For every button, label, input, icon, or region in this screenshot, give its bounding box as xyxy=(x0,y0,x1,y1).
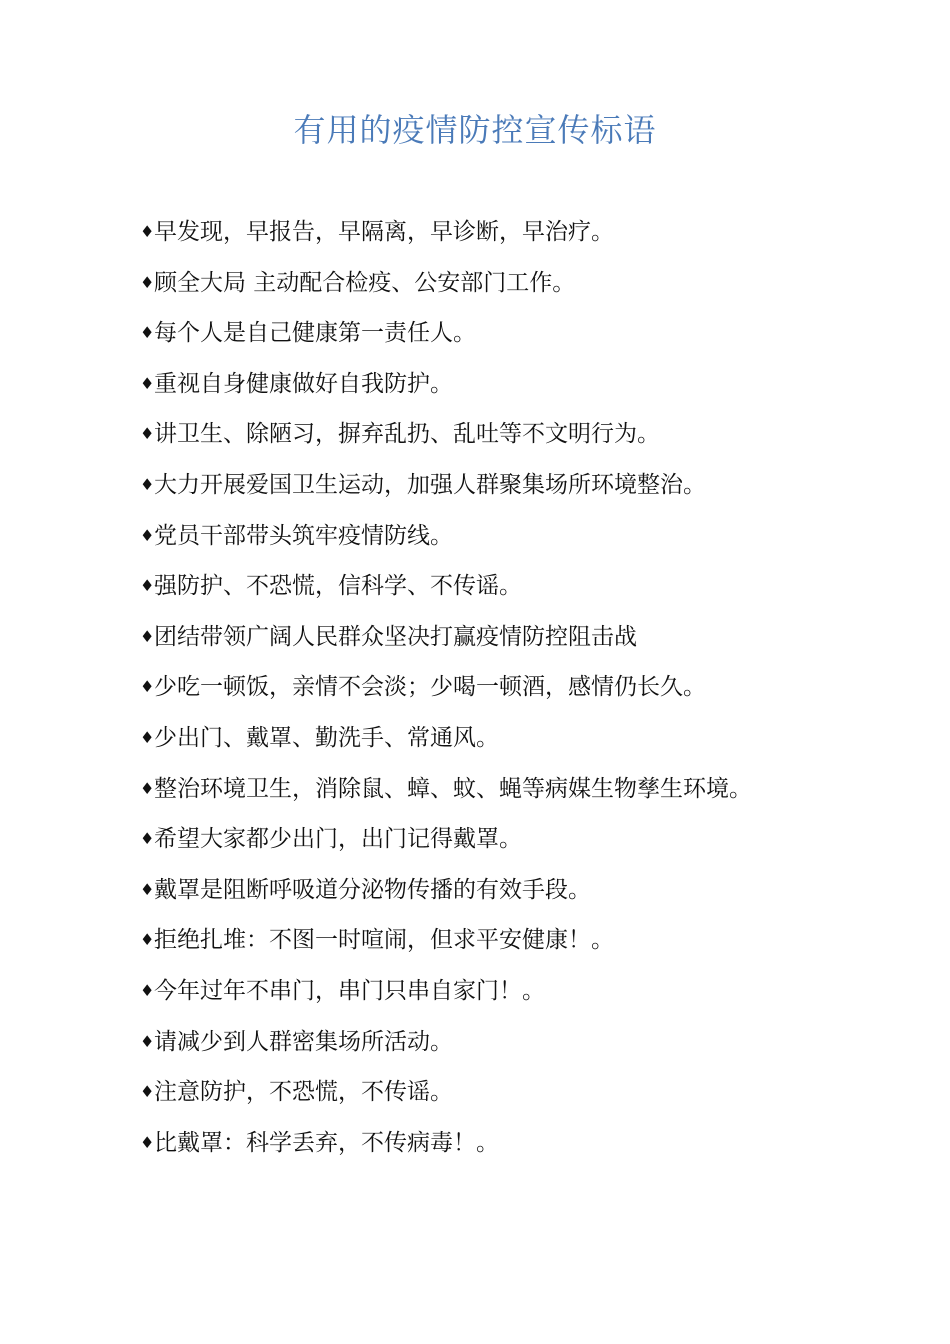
diamond-bullet-icon: ♦ xyxy=(140,373,155,393)
slogan-text: 整治环境卫生，消除鼠、蟑、蚊、蝇等病媒生物孳生环境。 xyxy=(154,775,752,802)
slogan-item xyxy=(140,865,930,916)
slogan-item xyxy=(140,915,930,966)
slogan-item xyxy=(140,511,930,562)
diamond-bullet-icon: ♦ xyxy=(140,829,155,849)
slogan-text: 每个人是自己健康第一责任人。 xyxy=(154,320,476,347)
page-title: 有用的疫情防控宣传标语 xyxy=(293,111,657,149)
slogan-item xyxy=(140,764,930,815)
slogan-item xyxy=(140,460,930,511)
slogan-item xyxy=(140,561,930,612)
diamond-bullet-icon: ♦ xyxy=(140,879,155,899)
slogan-text: 强防护、不恐慌，信科学、不传谣。 xyxy=(154,573,522,600)
slogan-item xyxy=(140,612,930,663)
slogan-text: 少出门、戴罩、勤洗手、常通风。 xyxy=(154,724,499,751)
slogan-item xyxy=(140,359,930,410)
slogan-text: 大力开展爱国卫生运动，加强人群聚集场所环境整治。 xyxy=(154,471,706,498)
slogan-item xyxy=(140,1017,930,1068)
slogan-text: 拒绝扎堆：不图一时喧闹，但求平安健康！。 xyxy=(154,927,614,954)
slogan-text: 戴罩是阻断呼吸道分泌物传播的有效手段。 xyxy=(154,876,591,903)
slogan-item xyxy=(140,1067,930,1118)
diamond-bullet-icon: ♦ xyxy=(140,1082,155,1102)
diamond-bullet-icon: ♦ xyxy=(140,474,155,494)
slogan-text: 重视自身健康做好自我防护。 xyxy=(154,370,453,397)
slogan-item xyxy=(140,966,930,1017)
slogan-text: 希望大家都少出门，出门记得戴罩。 xyxy=(154,826,522,853)
slogan-text: 顾全大局 主动配合检疫、公安部门工作。 xyxy=(154,269,576,296)
slogan-text: 讲卫生、除陋习，摒弃乱扔、乱吐等不文明行为。 xyxy=(154,421,660,448)
slogan-text: 今年过年不串门，串门只串自家门！。 xyxy=(154,977,545,1004)
diamond-bullet-icon: ♦ xyxy=(140,272,155,292)
slogan-text: 请减少到人群密集场所活动。 xyxy=(154,1028,453,1055)
diamond-bullet-icon: ♦ xyxy=(140,980,155,1000)
diamond-bullet-icon: ♦ xyxy=(140,424,155,444)
slogan-text: 比戴罩：科学丢弃，不传病毒！。 xyxy=(154,1129,499,1156)
diamond-bullet-icon: ♦ xyxy=(140,778,155,798)
diamond-bullet-icon: ♦ xyxy=(140,525,155,545)
slogan-item xyxy=(140,814,930,865)
diamond-bullet-icon: ♦ xyxy=(140,1031,155,1051)
slogan-item xyxy=(140,409,930,460)
diamond-bullet-icon: ♦ xyxy=(140,727,155,747)
slogan-text: 团结带领广阔人民群众坚决打赢疫情防控阻击战 xyxy=(154,623,637,650)
slogan-list xyxy=(140,207,930,1168)
slogan-item xyxy=(140,662,930,713)
slogan-text: 早发现，早报告，早隔离，早诊断，早治疗。 xyxy=(154,219,614,245)
slogan-item xyxy=(140,207,930,258)
slogan-text: 注意防护，不恐慌，不传谣。 xyxy=(154,1079,453,1106)
diamond-bullet-icon: ♦ xyxy=(140,222,155,241)
diamond-bullet-icon: ♦ xyxy=(140,323,155,343)
diamond-bullet-icon: ♦ xyxy=(140,677,155,697)
slogan-item xyxy=(140,308,930,359)
diamond-bullet-icon: ♦ xyxy=(140,626,155,646)
slogan-text: 党员干部带头筑牢疫情防线。 xyxy=(154,522,453,549)
slogan-text: 少吃一顿饭，亲情不会淡；少喝一顿酒，感情仍长久。 xyxy=(154,674,706,701)
slogan-item xyxy=(140,713,930,764)
diamond-bullet-icon: ♦ xyxy=(140,930,155,950)
slogan-item xyxy=(140,258,930,309)
diamond-bullet-icon: ♦ xyxy=(140,576,155,596)
slogan-item xyxy=(140,1118,930,1169)
diamond-bullet-icon: ♦ xyxy=(140,1132,155,1152)
